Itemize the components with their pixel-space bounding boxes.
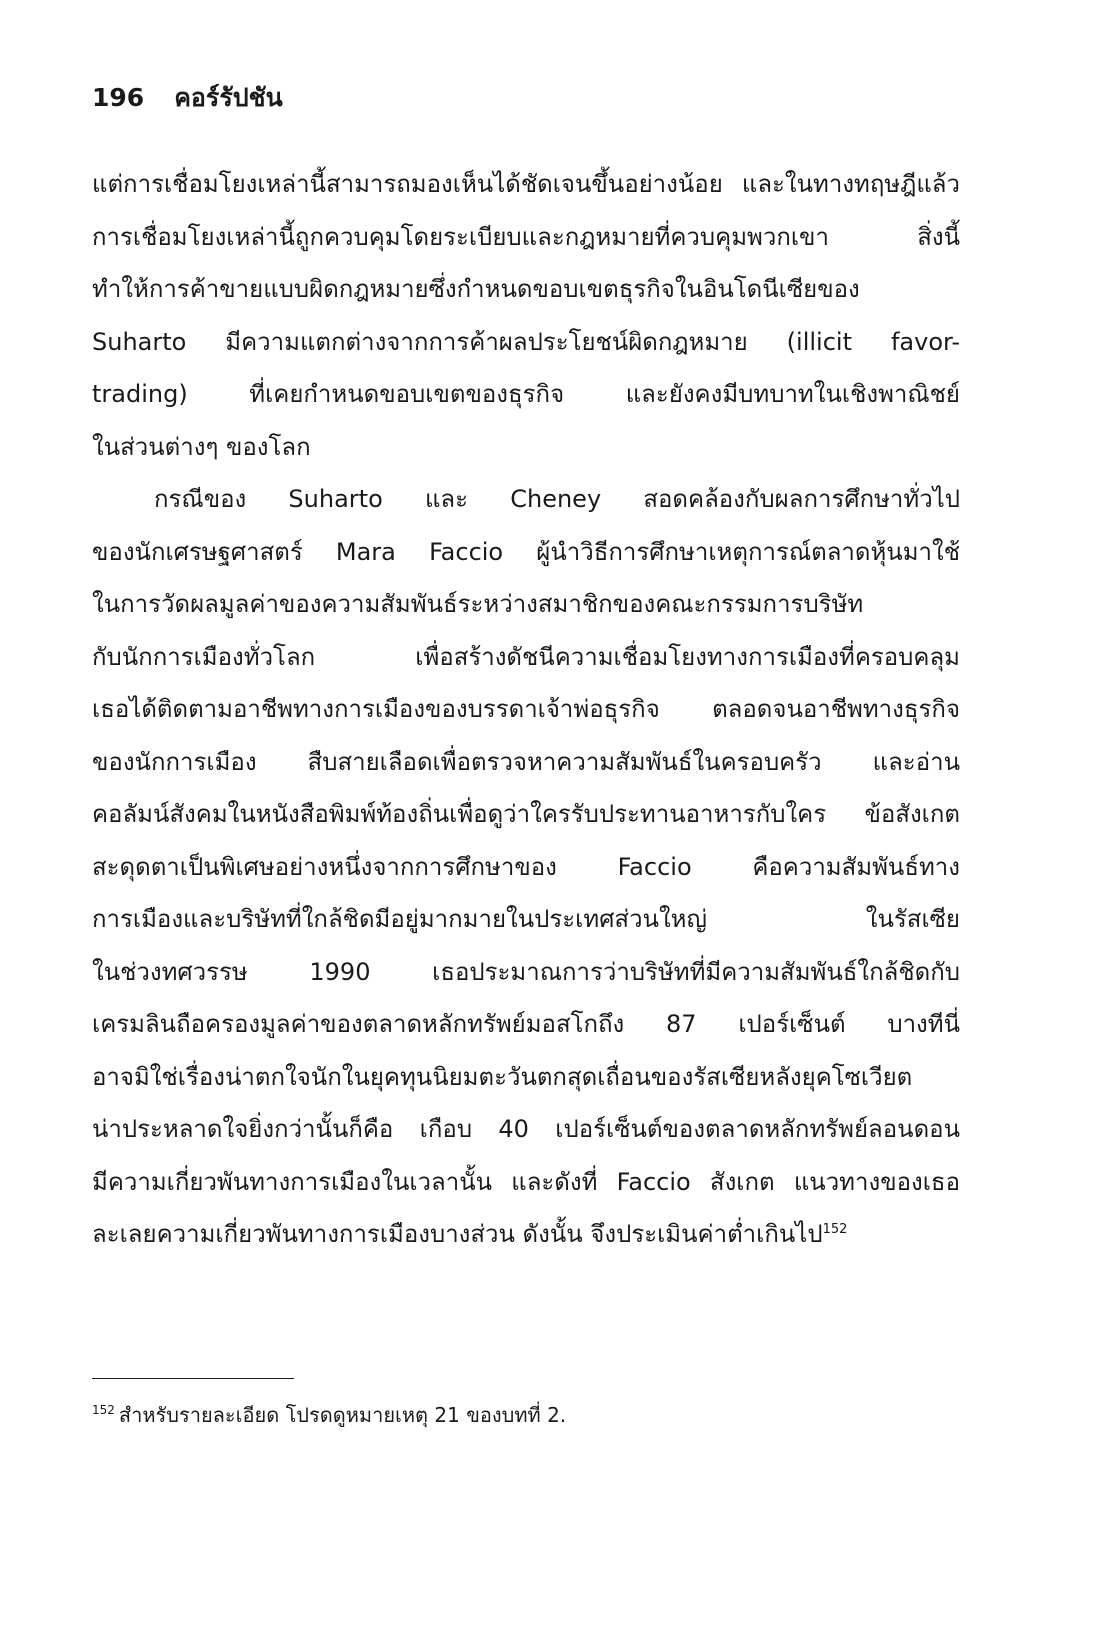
text-line: มีความเกี่ยวพันทางการเมืองในเวลานั้น และดังที่ Faccio สังเกต แนวทางของเธอ: [92, 1167, 960, 1196]
text-line: trading) ที่เคยกำหนดขอบเขตของธุรกิจ และยังคงมีบทบาทในเชิงพาณิชย์: [92, 380, 960, 408]
text-line: น่าประหลาดใจยิ่งกว่านั้นก็คือ เกือบ 40 เปอร์เซ็นต์ของตลาดหลักทรัพย์ลอนดอน: [92, 1115, 960, 1143]
book-title: คอร์รัปชัน: [174, 83, 283, 112]
text-line: การเชื่อมโยงเหล่านี้ถูกควบคุมโดยระเบียบและกฎหมายที่ควบคุมพวกเขา สิ่งนี้: [92, 222, 960, 251]
text-line: การเมืองและบริษัทที่ใกล้ชิดมีอยู่มากมายในประเทศส่วนใหญ่ ในรัสเซีย: [92, 905, 960, 933]
text-line: ของนักการเมือง สืบสายเลือดเพื่อตรวจหาความสัมพันธ์ในครอบครัว และอ่าน: [92, 747, 960, 776]
footnote-number: 152: [92, 1403, 115, 1418]
text-line: กรณีของ Suharto และ Cheney สอดคล้องกับผลการศึกษาทั่วไป: [154, 485, 960, 513]
text-line: คอลัมน์สังคมในหนังสือพิมพ์ท้องถิ่นเพื่อดูว่าใครรับประทานอาหารกับใคร ข้อสังเกต: [92, 800, 960, 828]
footnote-divider: [92, 1378, 294, 1379]
text-line: ทำให้การค้าขายแบบผิดกฎหมายซึ่งกำหนดขอบเขตธุรกิจในอินโดนีเซียของ: [92, 275, 860, 303]
footnote-text: สำหรับรายละเอียด โปรดดูหมายเหตุ 21 ของบทที่ 2.: [118, 1403, 567, 1427]
running-header: [92, 78, 283, 118]
paragraph-2: [92, 473, 960, 1261]
text-line: Suharto มีความแตกต่างจากการค้าผลประโยชน์ผิดกฎหมาย (illicit favor-: [92, 327, 960, 356]
text-line: สะดุดตาเป็นพิเศษอย่างหนึ่งจากการศึกษาของ Faccio คือความสัมพันธ์ทาง: [92, 852, 960, 881]
text-line: กับนักการเมืองทั่วโลก เพื่อสร้างดัชนีความเชื่อมโยงทางการเมืองที่ครอบคลุม: [92, 642, 960, 671]
footnote-reference[interactable]: 152: [822, 1222, 848, 1237]
text-line: ของนักเศรษฐศาสตร์ Mara Faccio ผู้นำวิธีการศึกษาเหตุการณ์ตลาดหุ้นมาใช้: [92, 537, 960, 566]
page-number: 196: [92, 83, 145, 112]
footnote: [92, 1400, 566, 1430]
body-text: [92, 158, 960, 1261]
text-line: ในส่วนต่างๆ ของโลก: [92, 432, 311, 461]
text-line: แต่การเชื่อมโยงเหล่านี้สามารถมองเห็นได้ชัดเจนขึ้นอย่างน้อย และในทางทฤษฎีแล้ว: [92, 170, 960, 198]
paragraph-1: [92, 158, 960, 473]
text-line-content: ละเลยความเกี่ยวพันทางการเมืองบางส่วน ดังนั้น จึงประเมินค่าต่ำเกินไป: [92, 1220, 823, 1248]
text-line: อาจมิใช่เรื่องน่าตกใจนักในยุคทุนนิยมตะวันตกสุดเถื่อนของรัสเซียหลังยุคโซเวียต: [92, 1062, 913, 1091]
text-line: เธอได้ติดตามอาชีพทางการเมืองของบรรดาเจ้าพ่อธุรกิจ ตลอดจนอาชีพทางธุรกิจ: [92, 695, 960, 723]
text-line-last: [92, 1208, 960, 1261]
text-line: ในช่วงทศวรรษ 1990 เธอประมาณการว่าบริษัทที่มีความสัมพันธ์ใกล้ชิดกับ: [92, 957, 960, 986]
text-line: ในการวัดผลมูลค่าของความสัมพันธ์ระหว่างสมาชิกของคณะกรรมการบริษัท: [92, 590, 864, 618]
text-line: เครมลินถือครองมูลค่าของตลาดหลักทรัพย์มอสโกถึง 87 เปอร์เซ็นต์ บางทีนี่: [92, 1010, 960, 1038]
